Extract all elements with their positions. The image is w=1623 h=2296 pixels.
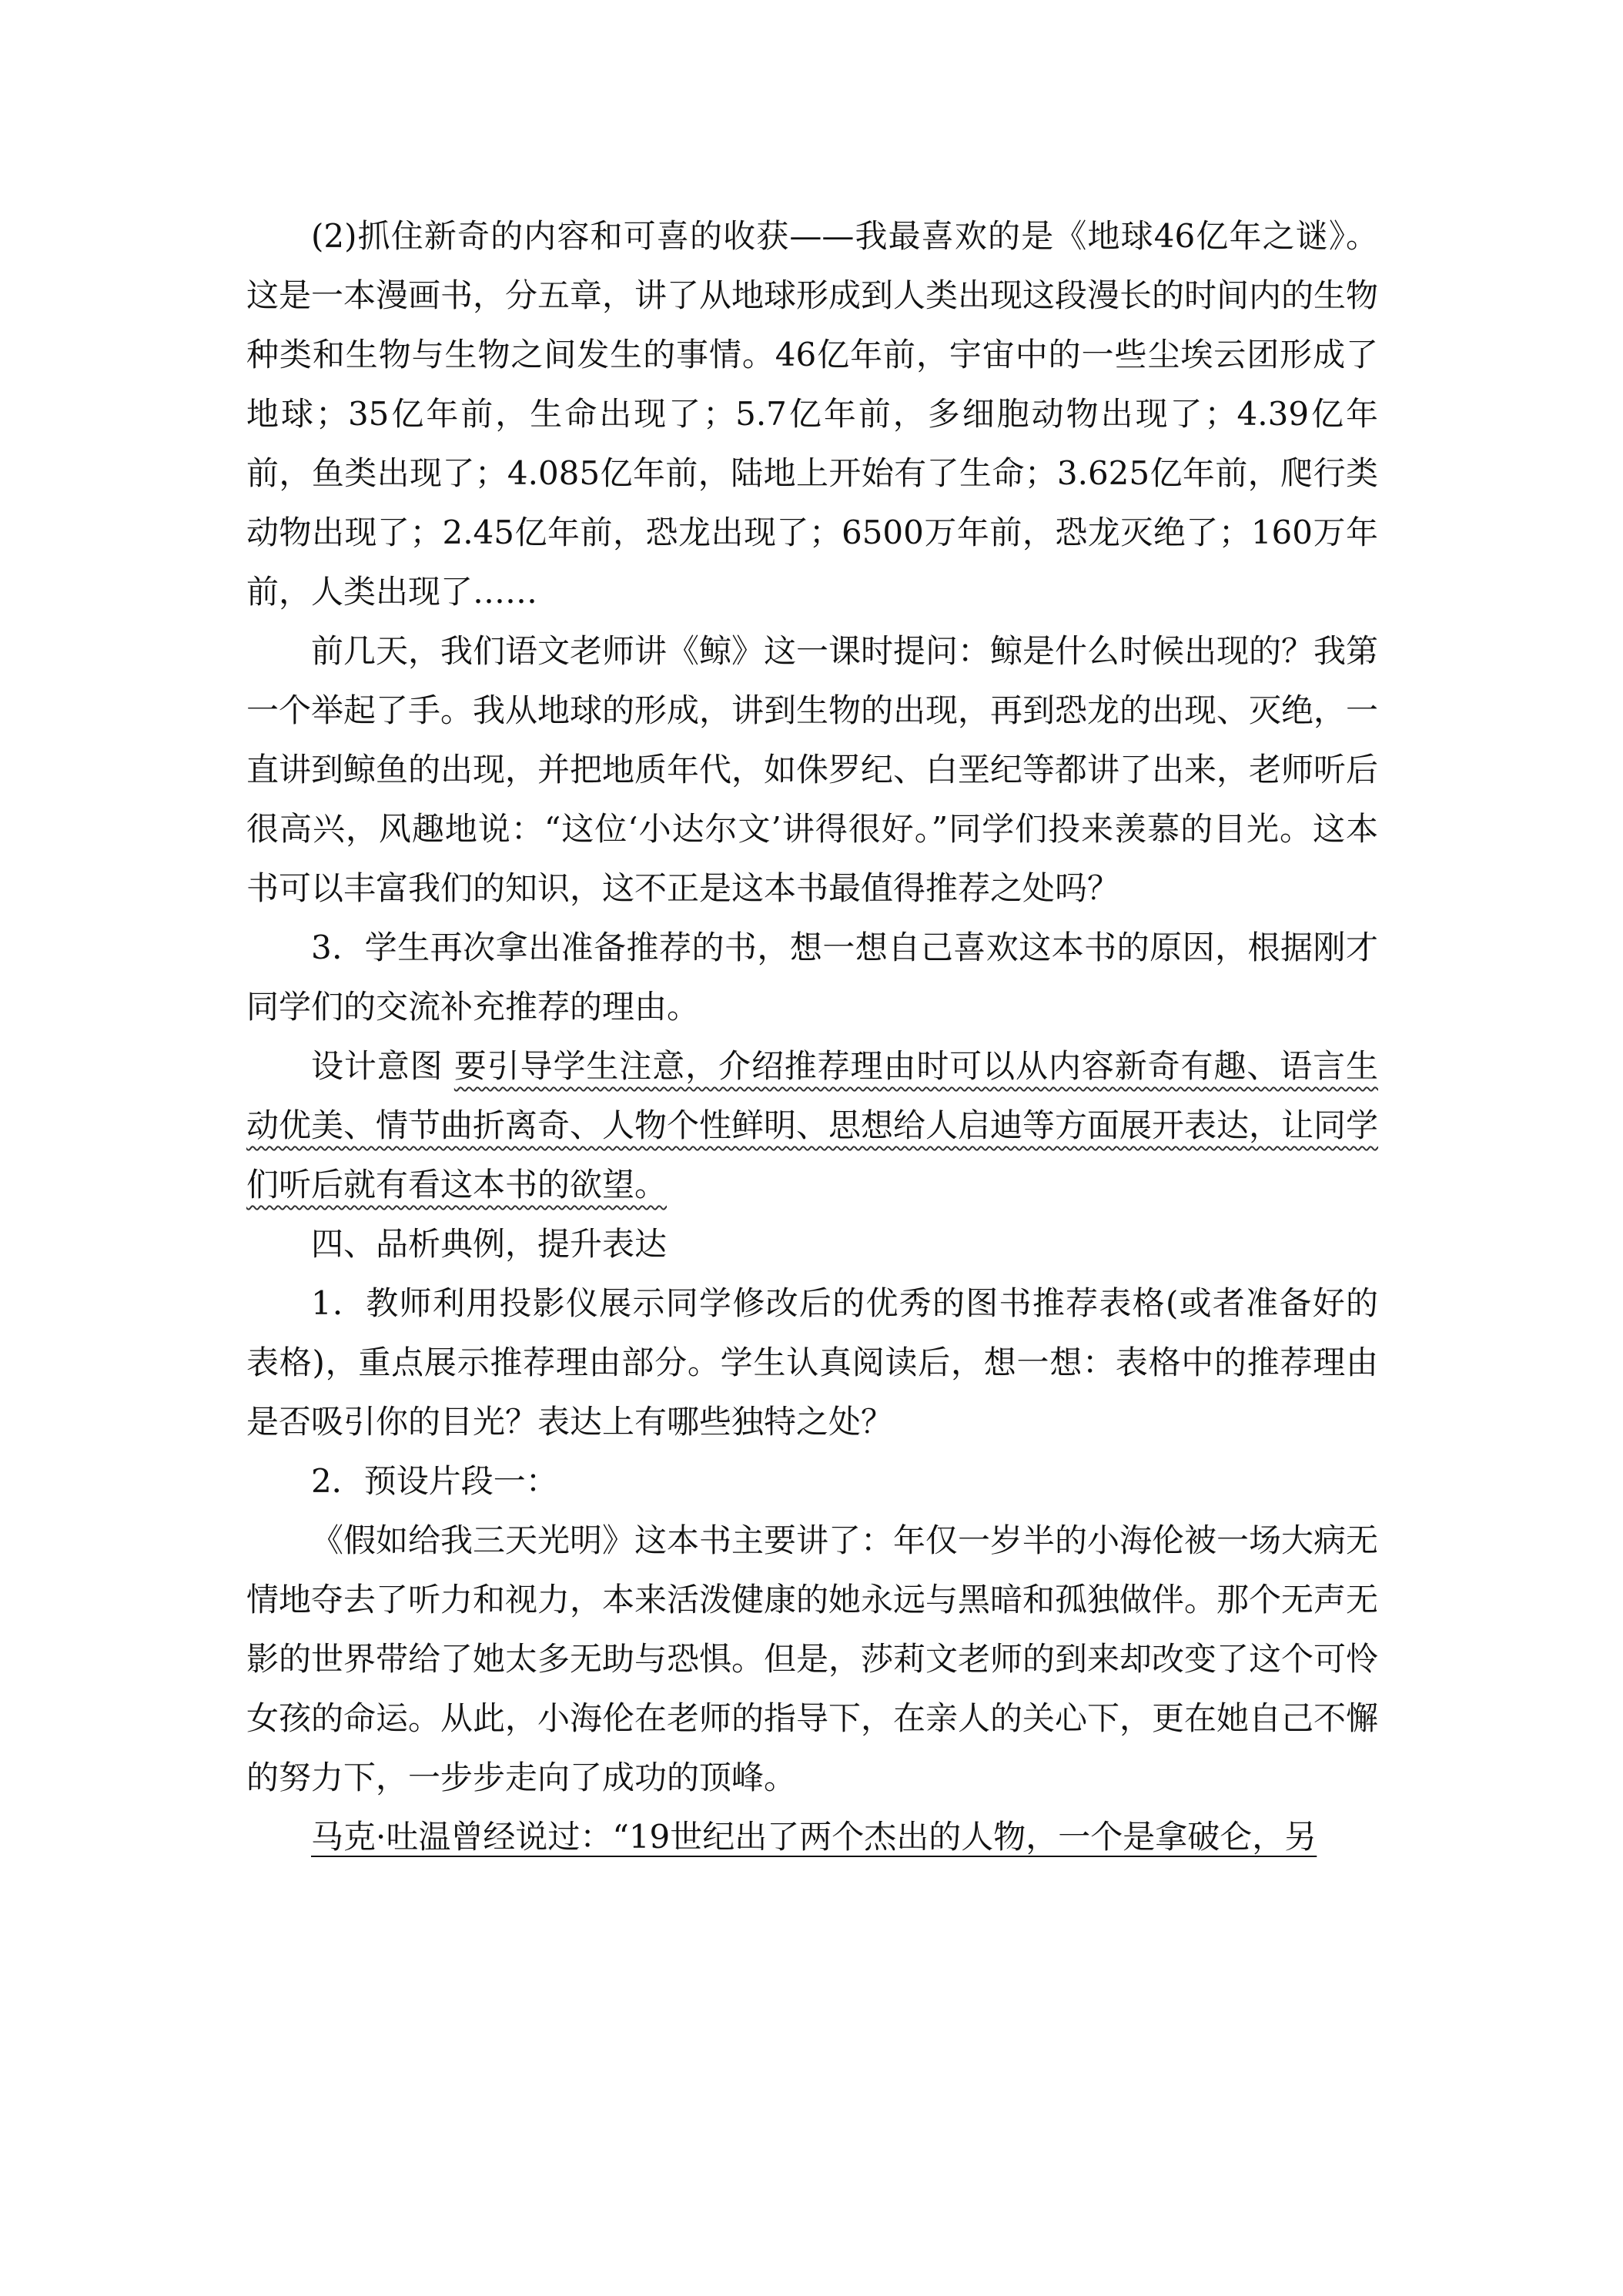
paragraph-helen-keller: 《假如给我三天光明》这本书主要讲了：年仅一岁半的小海伦被一场大病无情地夺去了听力和视力，本来活泼健康的她永远与黑暗和孤独做伴。那个无声无影的世界带给了她太多无助与恐惧。但是，莎莉文老师的到来却改变了这个可怜女孩的命运。从此，小海伦在老师的指导下，在亲人的关心下，更在她自己不懈的努力下，一步步走向了成功的顶峰。 [246,1521,1379,1796]
section-heading-4: 四、品析典例，提升表达 [311,1225,668,1263]
document-body [246,206,1378,1866]
paragraph-step-3: 3．学生再次拿出准备推荐的书，想一想自己喜欢这本书的原因，根据刚才同学们的交流补充推荐的理由。 [246,929,1378,1026]
paragraph-whale-lesson: 前几天，我们语文老师讲《鲸》这一课时提问：鲸是什么时候出现的？我第一个举起了手。我从地球的形成，讲到生物的出现，再到恐龙的出现、灭绝，一直讲到鲸鱼的出现，并把地质年代，如侏罗纪、白垩纪等都讲了出来，老师听后很高兴，风趣地说：“这位‘小达尔文’讲得很好。”同学们投来羡慕的目光。这本书可以丰富我们的知识，这不正是这本书最值得推荐之处吗？ [246,632,1379,907]
paragraph-design-intent [246,1036,1378,1214]
design-intent-text: 要引导学生注意，介绍推荐理由时可以从内容新奇有趣、语言生动优美、情节曲折离奇、人物个性鲜明、思想给人启迪等方面展开表达，让同学们听后就有看这本书的欲望。 [246,1047,1379,1203]
paragraph-step-2: 2．预设片段一： [311,1462,558,1500]
paragraph-earth-book: (2)抓住新奇的内容和可喜的收获——我最喜欢的是《地球46亿年之谜》。这是一本漫画书，分五章，讲了从地球形成到人类出现这段漫长的时间内的生物种类和生物与生物之间发生的事情。46亿年前，宇宙中的一些尘埃云团形成了地球；35亿年前，生命出现了；5.7亿年前，多细胞动物出现了；4.39亿年前，鱼类出现了；4.085亿年前，陆地上开始有了生命；3.625亿年前，爬行类动物出现了；2.45亿年前，恐龙出现了；6500万年前，恐龙灭绝了；160万年前，人类出现了…… [246,217,1379,611]
paragraph-mark-twain [246,1807,1378,1866]
design-intent-label: 设计意图 [311,1047,443,1085]
mark-twain-quote: 马克·吐温曾经说过：“19世纪出了两个杰出的人物，一个是拿破仑，另 [311,1818,1317,1856]
paragraph-step-1: 1．教师利用投影仪展示同学修改后的优秀的图书推荐表格(或者准备好的表格)，重点展示推荐理由部分。学生认真阅读后，想一想：表格中的推荐理由是否吸引你的目光？表达上有哪些独特之处？ [246,1284,1378,1441]
